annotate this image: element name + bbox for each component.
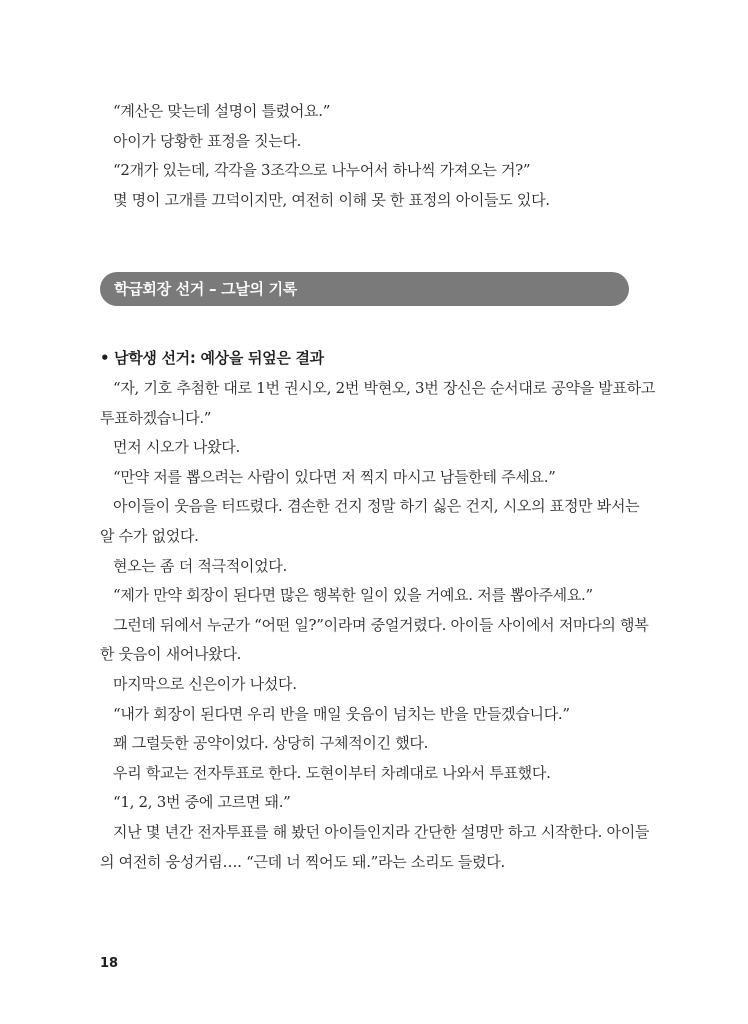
paragraph-line: 알 수가 없었다. — [100, 527, 199, 545]
subsection-heading — [100, 348, 324, 368]
paragraph-line: 먼저 시오가 나왔다. — [113, 438, 240, 456]
paragraph-line: 꽤 그럴듯한 공약이었다. 상당히 구체적이긴 했다. — [113, 734, 429, 752]
dialogue-line: “계산은 맞는데 설명이 틀렸어요.” — [113, 102, 331, 120]
dialogue-line: “내가 회장이 된다면 우리 반을 매일 웃음이 넘치는 반을 만들겠습니다.” — [113, 705, 570, 723]
dialogue-line: “제가 만약 회장이 된다면 많은 행복한 일이 있을 거예요. 저를 뽑아주세요.” — [113, 586, 593, 604]
paragraph-line: 지난 몇 년간 전자투표를 해 봤던 아이들인지라 간단한 설명만 하고 시작한다. 아이들 — [113, 823, 650, 841]
subsection-title: 남학생 선거: 예상을 뒤엎은 결과 — [114, 349, 324, 367]
paragraph-line: 한 웃음이 새어나왔다. — [100, 645, 242, 663]
page-number: 18 — [100, 956, 119, 971]
section-title: 학급회장 선거 – 그날의 기록 — [114, 280, 297, 298]
dialogue-line: “자, 기호 추첨한 대로 1번 권시오, 2번 박현오, 3번 장신은 순서대로 공약을 발표하고 — [113, 379, 656, 397]
paragraph-line: 몇 명이 고개를 끄덕이지만, 여전히 이해 못 한 표정의 아이들도 있다. — [113, 191, 550, 209]
paragraph-line: 우리 학교는 전자투표로 한다. 도현이부터 차례대로 나와서 투표했다. — [113, 764, 551, 782]
section-heading-bar — [100, 272, 629, 306]
paragraph-line: 마지막으로 신은이가 나섰다. — [113, 675, 297, 693]
dialogue-line: “2개가 있는데, 각각을 3조각으로 나누어서 하나씩 가져오는 거?” — [113, 161, 531, 179]
paragraph-line: 아이가 당황한 표정을 짓는다. — [113, 132, 302, 150]
paragraph-line: 그런데 뒤에서 누군가 “어떤 일?”이라며 중얼거렸다. 아이들 사이에서 저마다의 행복 — [113, 616, 649, 634]
paragraph-line: 현오는 좀 더 적극적이었다. — [113, 557, 287, 575]
paragraph-line: 의 여전히 웅성거림…. “근데 너 찍어도 돼.”라는 소리도 들렸다. — [100, 853, 505, 871]
paragraph-line: 아이들이 웃음을 터뜨렸다. 겸손한 건지 정말 하기 싫은 건지, 시오의 표정만 봐서는 — [113, 497, 640, 515]
paragraph-line: 투표하겠습니다.” — [100, 409, 212, 427]
dialogue-line: “만약 저를 뽑으려는 사람이 있다면 저 찍지 마시고 남들한테 주세요.” — [113, 468, 556, 486]
dialogue-line: “1, 2, 3번 중에 고르면 돼.” — [113, 793, 291, 811]
bullet-icon: • — [100, 349, 110, 367]
